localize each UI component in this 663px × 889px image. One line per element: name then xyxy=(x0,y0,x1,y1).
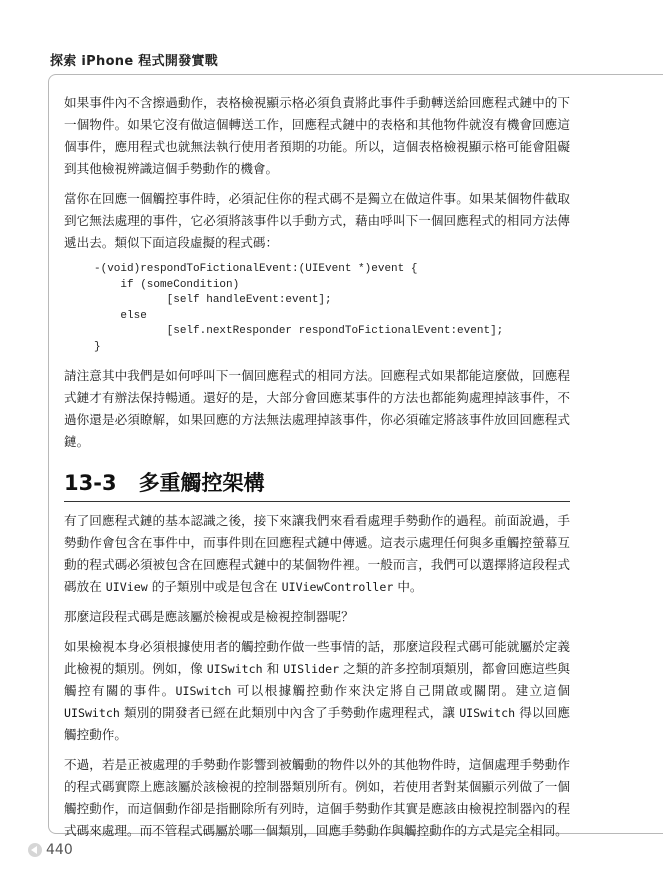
paragraph-5: 那麼這段程式碼是應該屬於檢視或是檢視控制器呢？ xyxy=(64,609,354,624)
paragraph-6 xyxy=(64,636,570,746)
code-uiswitch-3: UISwitch xyxy=(64,706,120,720)
paragraph-6-text-b: 和 xyxy=(262,661,284,676)
code-uiswitch-4: UISwitch xyxy=(459,706,516,720)
code-line: [self handleEvent:event]; xyxy=(94,294,332,306)
paragraph-4-text-a: 有了回應程式鏈的基本認識之後，接下來讓我們來看看處理手勢動作的過程。前面說過，手勢動作會包含在事件中，而事件則在回應程式鏈中傳遞。這表示處理任何與多重觸控螢幕互動的程式碼必須被包含在回應程式鏈中的某個物件裡。一般而言，我們可以選擇將這段程式碼放在 xyxy=(64,513,570,594)
paragraph-2: 當你在回應一個觸控事件時，必須記住你的程式碼不是獨立在做這件事。如果某個物件截取到它無法處理的事件，它必須將該事件以手動方式，藉由呼叫下一個回應程式的相同方法傳遞出去。類似下面這段虛擬的程式碼： xyxy=(64,191,570,250)
page-content xyxy=(64,92,570,850)
code-uiswitch-1: UISwitch xyxy=(206,662,263,676)
code-line: else xyxy=(94,309,147,322)
section-number: 13-3 xyxy=(64,471,117,495)
paragraph-6-text-a: 如果檢視本身必須根據使用者的觸控動作做一些事情的話，那麼這段程式碼可能就屬於定義此檢視的類別。例如，像 xyxy=(64,639,570,676)
paragraph-6-text-f: 得以回應觸控動作。 xyxy=(64,705,570,742)
code-block xyxy=(94,262,570,355)
page-arrow-icon xyxy=(28,843,42,857)
code-line: if (someCondition) xyxy=(94,278,240,291)
paragraph-6-text-e: 類別的開發者已經在此類別中內含了手勢動作處理程式，讓 xyxy=(119,705,460,720)
paragraph-1: 如果事件內不含擦過動作，表格檢視顯示格必須負責將此事件手動轉送給回應程式鏈中的下一個物件。如果它沒有做這個轉送工作，回應程式鏈中的表格和其他物件就沒有機會回應這個事件，應用程式也就無法執行使用者預期的功能。所以，這個表格檢視顯示格可能會阻礙到其他檢視辨識這個手勢動作的機會。 xyxy=(64,95,570,176)
paragraph-7: 不過，若是正被處理的手勢動作影響到被觸動的物件以外的其他物件時，這個處理手勢動作的程式碼實際上應該屬於該檢視的控制器類別所有。例如，若使用者對某個顯示列做了一個觸控動作，而這個動作卻是指刪除所有列時，這個手勢動作其實是應該由檢視控制器內的程式碼來處理。而不管程式碼屬於哪一個類別，回應手勢動作與觸控動作的方式是完全相同。 xyxy=(64,757,570,838)
paragraph-3: 請注意其中我們是如何呼叫下一個回應程式的相同方法。回應程式如果都能這麼做，回應程式鏈才有辦法保持暢通。還好的是，大部分會回應某事件的方法也都能夠處理掉該事件，不過你還是必須瞭解，如果回應的方法無法處理掉該事件，你必須確定將該事件放回回應程式鏈。 xyxy=(64,368,570,449)
code-line: } xyxy=(94,340,101,353)
section-heading xyxy=(64,467,570,502)
paragraph-6-text-d: 可以根據觸控動作來決定將自己開啟或關閉。建立這個 xyxy=(231,683,570,698)
page-number: 440 xyxy=(46,842,73,858)
code-line: -(void)respondToFictionalEvent:(UIEvent *)event { xyxy=(94,263,418,275)
code-uiviewcontroller: UIViewController xyxy=(281,580,394,594)
code-uiswitch-2: UISwitch xyxy=(175,684,232,698)
paragraph-4 xyxy=(64,510,570,598)
paragraph-6-text-c: 之類的許多控制項類別，都會回應這些與觸控有關的事件。 xyxy=(64,661,570,698)
paragraph-4-text-b: 的子類別中或是包含在 xyxy=(147,579,282,594)
running-header: 探索 iPhone 程式開發實戰 xyxy=(50,54,219,69)
section-title: 多重觸控架構 xyxy=(138,471,265,495)
code-uislider: UISlider xyxy=(283,662,340,676)
page-number-footer xyxy=(28,842,73,858)
code-uiview: UIView xyxy=(105,580,148,594)
paragraph-4-text-c: 中。 xyxy=(393,579,423,594)
code-line: [self.nextResponder respondToFictionalEvent:event]; xyxy=(94,325,504,337)
